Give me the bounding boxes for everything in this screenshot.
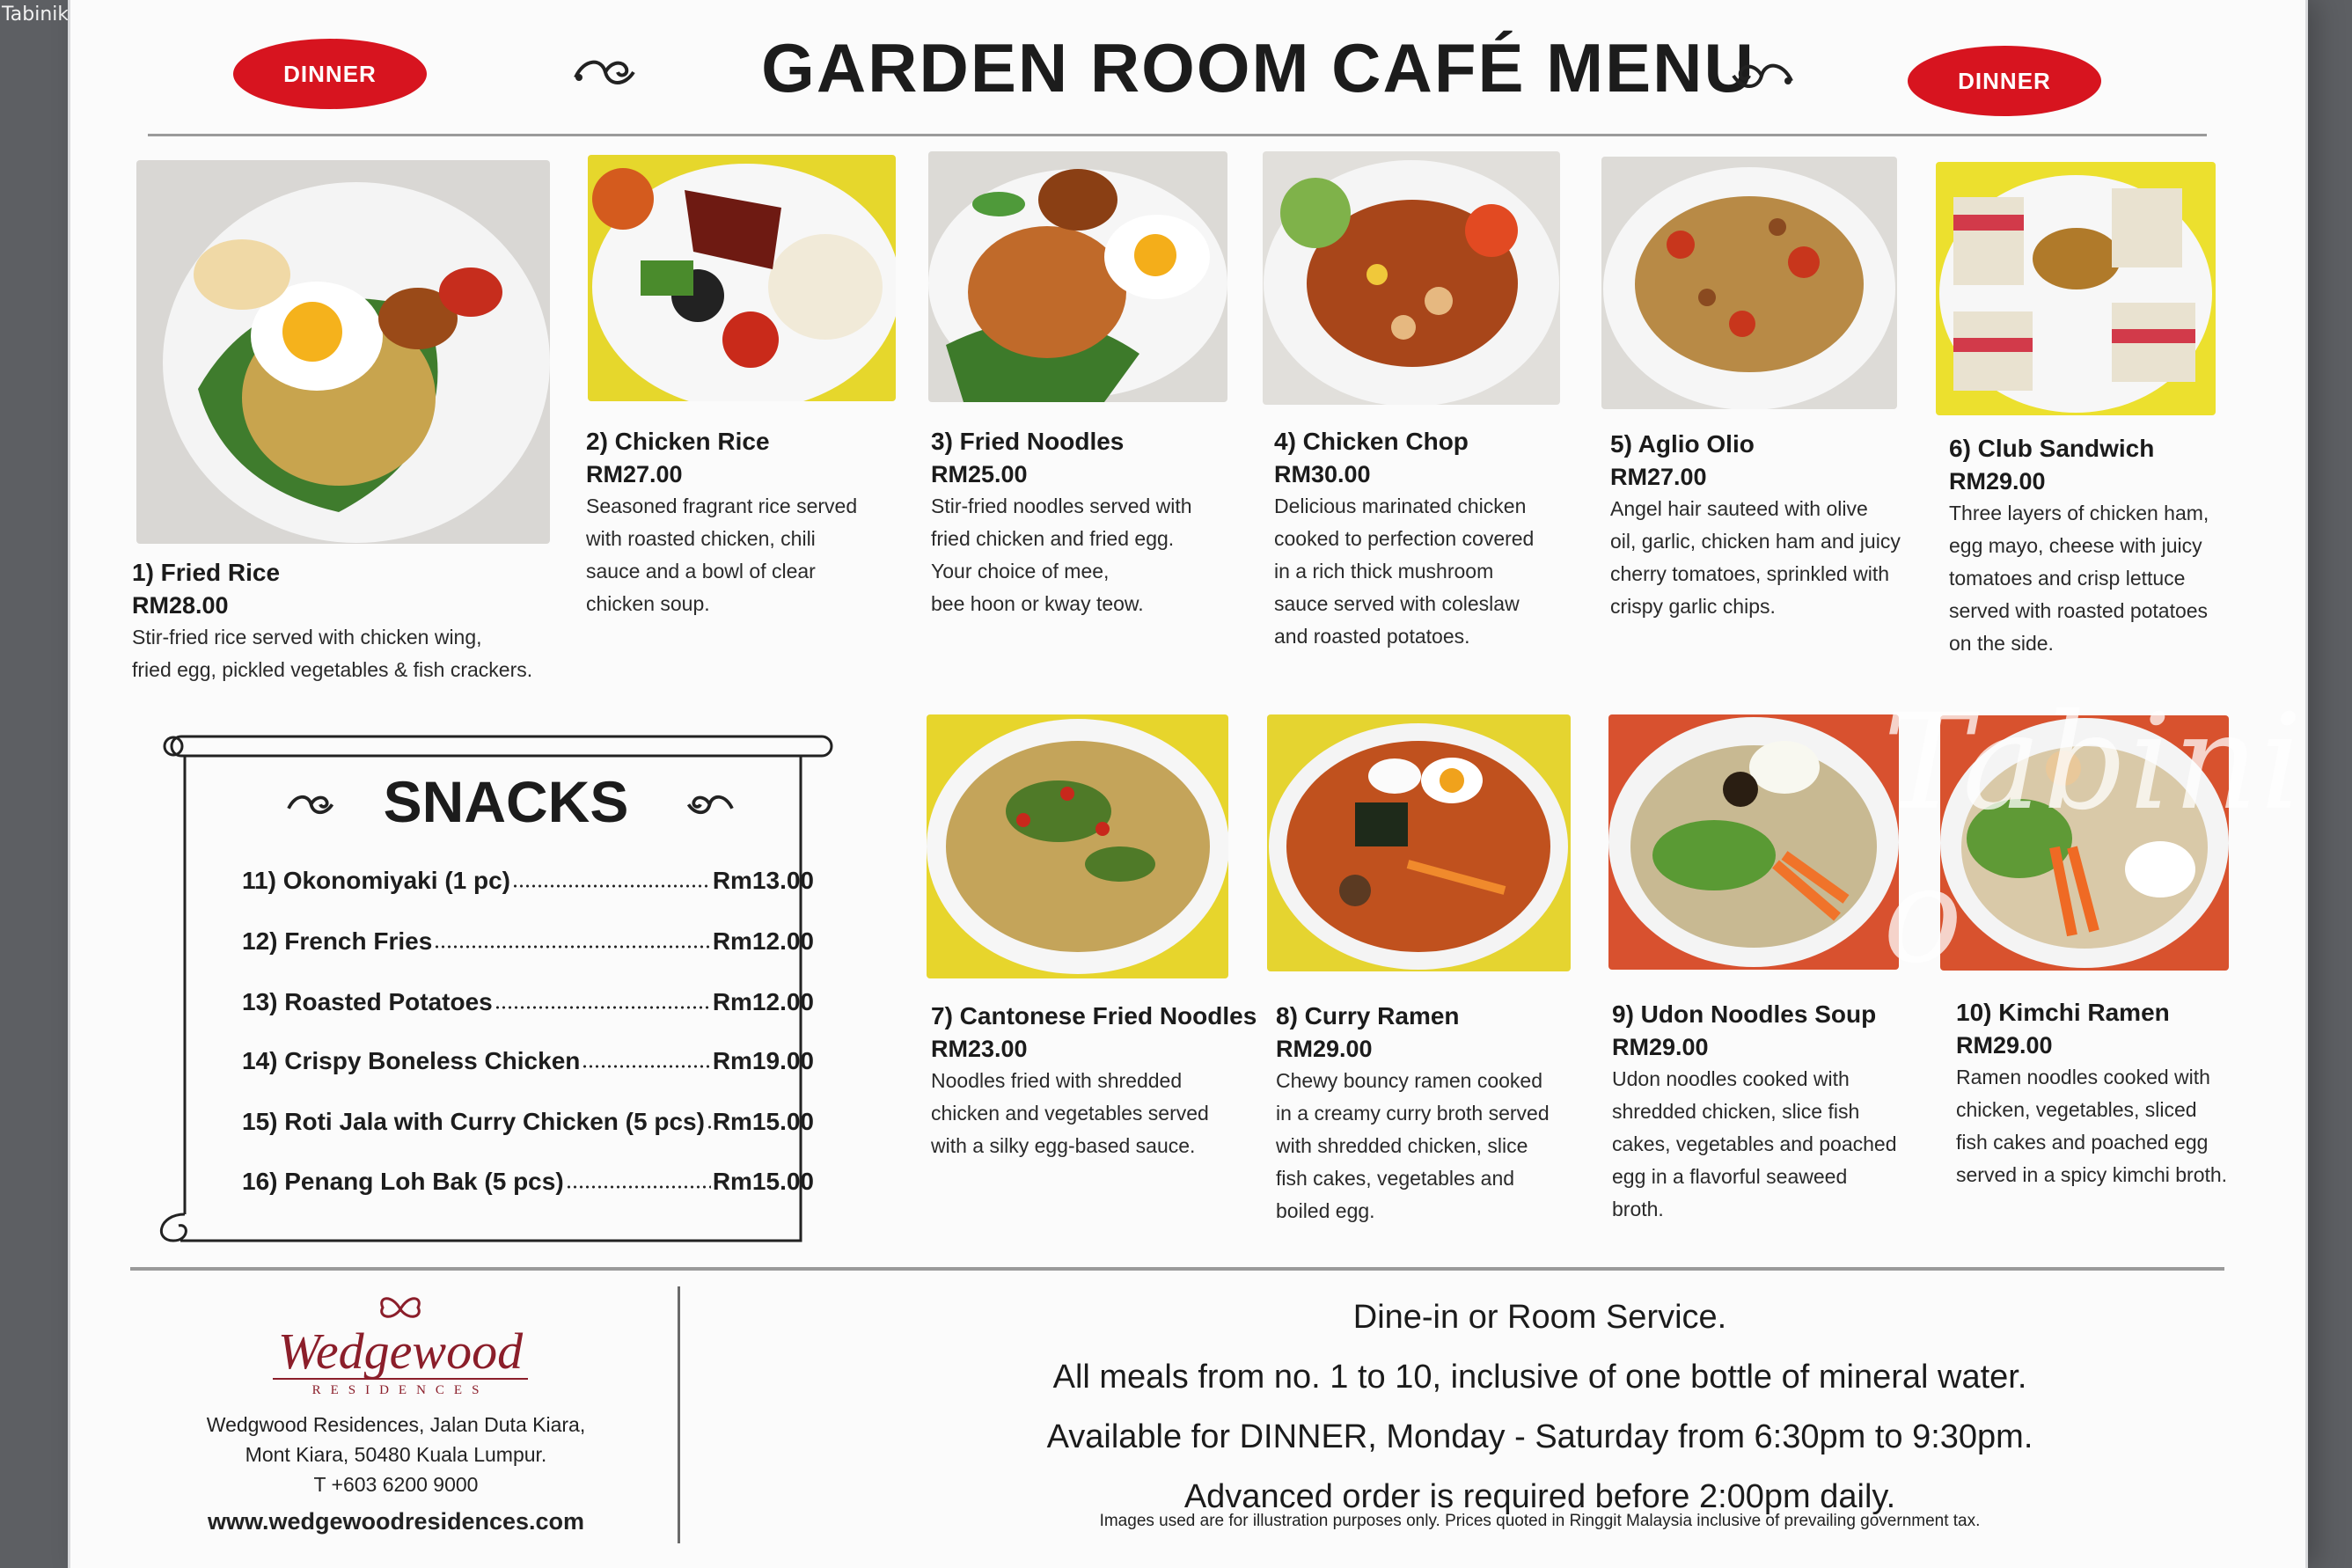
dish-description-line: served with roasted potatoes (1949, 599, 2209, 622)
logo-wordmark: Wedgewood (277, 1323, 524, 1380)
dish-description-line: fried egg, pickled vegetables & fish crackers. (132, 658, 533, 681)
dish-description-line: Delicious marinated chicken (1274, 495, 1527, 517)
dish-name: 4) Chicken Chop (1274, 428, 1469, 455)
udon-noodles-soup-photo (1608, 714, 1899, 970)
dish-card (1276, 1000, 1601, 1227)
snack-item (242, 858, 814, 895)
phone-number: T +603 6200 9000 (313, 1473, 479, 1496)
dish-name: 10) Kimchi Ramen (1956, 999, 2170, 1026)
dish-price: RM27.00 (1610, 464, 1707, 490)
dinner-badge-right: DINNER (1908, 46, 2101, 116)
flourish-left-icon (286, 788, 339, 823)
dish-card (132, 556, 590, 686)
dish-description-line: cherry tomatoes, sprinkled with (1610, 562, 1890, 585)
snack-name: 14) Crispy Boneless Chicken (242, 1047, 581, 1074)
info-line: Advanced order is required before 2:00pm daily. (1183, 1478, 1896, 1515)
logo-subtitle: RESIDENCES (273, 1378, 528, 1398)
aglio-olio-photo (1601, 157, 1897, 409)
info-line: All meals from no. 1 to 10, inclusive of one bottle of mineral water. (1052, 1359, 2027, 1396)
snack-price: Rm13.00 (712, 867, 814, 894)
disclaimer-text: Images used are for illustration purposes only. Prices quoted in Ringgit Malaysia inclusive of prevailing government tax. (1099, 1512, 1981, 1530)
dish-card (1956, 996, 2246, 1191)
dish-card (1610, 428, 1927, 623)
club-sandwich-photo (1936, 162, 2216, 415)
service-info (942, 1287, 2138, 1527)
snack-item (242, 1159, 814, 1196)
dish-description-line: broth. (1612, 1198, 1664, 1220)
footer-vertical-divider (678, 1286, 680, 1543)
snack-name: 15) Roti Jala with Curry Chicken (5 pcs) (242, 1108, 705, 1135)
dish-price: RM29.00 (1612, 1034, 1709, 1060)
dish-description-line: chicken soup. (586, 592, 710, 615)
address-block (202, 1410, 590, 1536)
wedgewood-logo (273, 1293, 528, 1398)
dish-price: RM27.00 (586, 461, 683, 487)
dot-leader (582, 1064, 710, 1069)
dish-price: RM30.00 (1274, 461, 1371, 487)
dish-name: 3) Fried Noodles (931, 428, 1125, 455)
dish-name: 7) Cantonese Fried Noodles (931, 1002, 1257, 1029)
dish-description-line: oil, garlic, chicken ham and juicy (1610, 530, 1901, 553)
snack-price: Rm15.00 (712, 1168, 814, 1195)
dish-description-line: Seasoned fragrant rice served (586, 495, 858, 517)
fried-rice-photo (136, 160, 550, 544)
dish-description-line: Noodles fried with shredded (931, 1069, 1183, 1092)
dish-description-line: chicken, vegetables, sliced (1956, 1098, 2197, 1121)
chicken-rice-photo (588, 155, 896, 401)
flourish-right-icon (1725, 55, 1795, 99)
snack-name: 16) Penang Loh Bak (5 pcs) (242, 1168, 564, 1195)
dinner-badge-left: DINNER (233, 39, 427, 109)
dish-description-line: bee hoon or kway teow. (931, 592, 1144, 615)
dot-leader (707, 1125, 711, 1130)
dish-description-line: Stir-fried rice served with chicken wing, (132, 626, 482, 648)
dish-price: RM23.00 (931, 1036, 1028, 1062)
dish-name: 1) Fried Rice (132, 559, 281, 586)
menu-title: GARDEN ROOM CAFÉ MENU (761, 29, 1755, 106)
dot-leader (566, 1184, 711, 1190)
dish-description-line: with roasted chicken, chili (586, 527, 816, 550)
snack-price: Rm19.00 (712, 1047, 814, 1074)
address-line: Wedgwood Residences, Jalan Duta Kiara, (206, 1413, 586, 1436)
cantonese-fried-noodles-photo (927, 714, 1228, 978)
dish-description-line: served in a spicy kimchi broth. (1956, 1163, 2228, 1186)
dot-leader (495, 1005, 711, 1010)
menu-sheet (70, 0, 2305, 1568)
dish-description-line: fish cakes, vegetables and (1276, 1167, 1515, 1190)
dish-description-line: Your choice of mee, (931, 560, 1110, 583)
dish-description-line: crispy garlic chips. (1610, 595, 1776, 618)
dish-description-line: shredded chicken, slice fish (1612, 1100, 1860, 1123)
dish-description-line: on the side. (1949, 632, 2054, 655)
chicken-chop-photo (1263, 151, 1560, 405)
dish-description-line: sauce and a bowl of clear (586, 560, 816, 583)
snack-price: Rm15.00 (712, 1108, 814, 1135)
dish-description-line: sauce served with coleslaw (1274, 592, 1520, 615)
snack-price: Rm12.00 (712, 927, 814, 955)
dish-description-line: egg in a flavorful seaweed (1612, 1165, 1848, 1188)
snack-name: 11) Okonomiyaki (1 pc) (242, 867, 510, 894)
dish-price: RM29.00 (1276, 1036, 1373, 1062)
dish-card (1274, 425, 1591, 653)
snack-item (242, 979, 814, 1016)
dish-card (586, 425, 920, 620)
dish-description-line: and roasted potatoes. (1274, 625, 1470, 648)
info-line: Available for DINNER, Monday - Saturday from 6:30pm to 9:30pm. (1046, 1418, 2033, 1455)
dish-description-line: cakes, vegetables and poached (1612, 1132, 1897, 1155)
flourish-left-icon (572, 51, 642, 95)
dish-card (1612, 998, 1929, 1226)
address-line: Mont Kiara, 50480 Kuala Lumpur. (245, 1443, 547, 1466)
dish-description-line: tomatoes and crisp lettuce (1949, 567, 2186, 590)
snacks-panel (154, 726, 876, 1245)
watermark-script: Tabini o (1883, 686, 2304, 993)
snack-item (242, 919, 814, 956)
butterfly-logo-icon (374, 1293, 427, 1325)
website-link[interactable]: www.wedgewoodresidences.com (207, 1508, 585, 1535)
dish-description-line: cooked to perfection covered (1274, 527, 1535, 550)
flourish-right-icon (682, 788, 735, 823)
dish-description-line: boiled egg. (1276, 1199, 1375, 1222)
dish-description-line: Stir-fried noodles served with (931, 495, 1192, 517)
dish-description-line: egg mayo, cheese with juicy (1949, 534, 2202, 557)
dish-price: RM29.00 (1956, 1032, 2053, 1059)
dish-card (931, 1000, 1265, 1162)
snack-item (242, 1099, 814, 1136)
dish-description-line: chicken and vegetables served (931, 1102, 1209, 1125)
dish-description-line: with shredded chicken, slice (1276, 1134, 1528, 1157)
dish-card (931, 425, 1248, 620)
dish-description-line: Ramen noodles cooked with (1956, 1066, 2210, 1088)
dish-description-line: in a rich thick mushroom (1274, 560, 1494, 583)
dish-price: RM25.00 (931, 461, 1028, 487)
dish-name: 6) Club Sandwich (1949, 435, 2155, 462)
dish-name: 2) Chicken Rice (586, 428, 770, 455)
watermark-text: Tabinik (2, 4, 70, 26)
dish-description-line: in a creamy curry broth served (1276, 1102, 1550, 1125)
dish-name: 8) Curry Ramen (1276, 1002, 1460, 1029)
dish-card (1949, 432, 2248, 660)
snack-item (242, 1038, 814, 1075)
footer-divider (130, 1267, 2224, 1271)
dish-description-line: with a silky egg-based sauce. (931, 1134, 1196, 1157)
snack-name: 12) French Fries (242, 927, 433, 955)
dish-name: 9) Udon Noodles Soup (1612, 1000, 1877, 1028)
dish-description-line: Udon noodles cooked with (1612, 1067, 1850, 1090)
snacks-title: SNACKS (383, 769, 629, 834)
curry-ramen-photo (1267, 714, 1571, 971)
snack-name: 13) Roasted Potatoes (242, 988, 493, 1015)
dish-price: RM28.00 (132, 592, 229, 619)
dot-leader (512, 883, 711, 889)
dish-price: RM29.00 (1949, 468, 2046, 495)
dish-name: 5) Aglio Olio (1610, 430, 1755, 458)
dot-leader (434, 944, 711, 949)
dish-description-line: Three layers of chicken ham, (1949, 502, 2209, 524)
dish-description-line: Angel hair sauteed with olive (1610, 497, 1868, 520)
fried-noodles-photo (928, 151, 1227, 402)
dish-description-line: Chewy bouncy ramen cooked (1276, 1069, 1542, 1092)
info-line: Dine-in or Room Service. (1352, 1299, 1727, 1336)
dish-description-line: fish cakes and poached egg (1956, 1131, 2209, 1154)
snack-price: Rm12.00 (712, 988, 814, 1015)
header-divider (148, 134, 2207, 136)
dish-description-line: fried chicken and fried egg. (931, 527, 1175, 550)
